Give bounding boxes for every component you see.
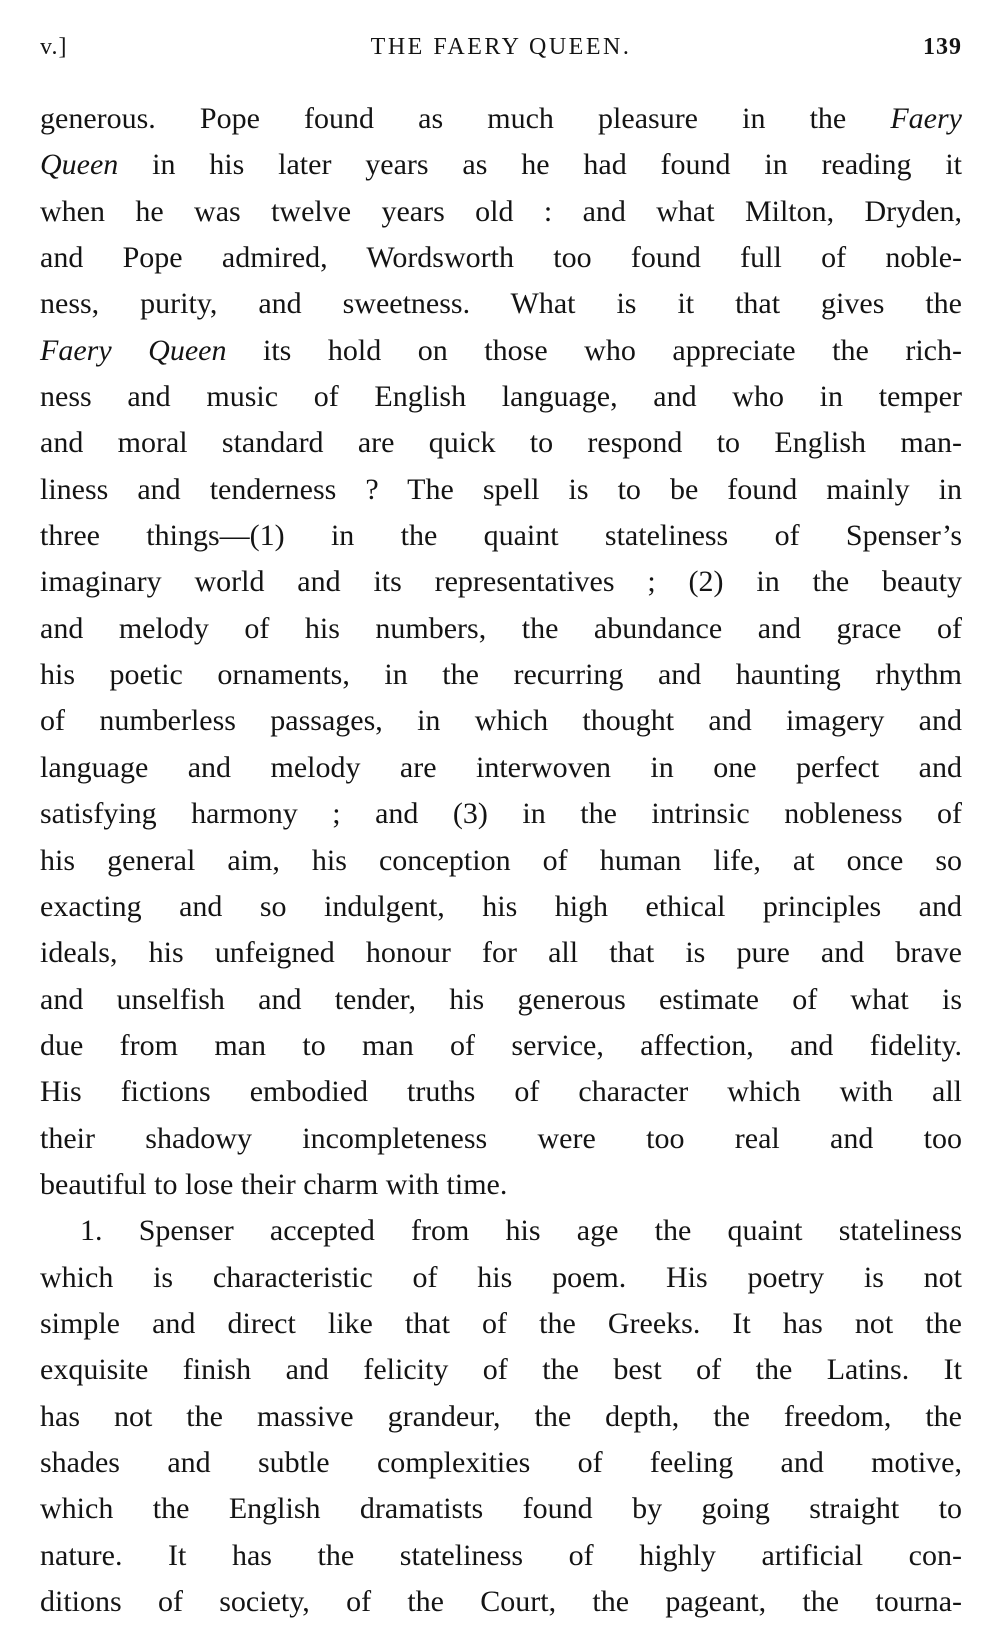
text-line: due from man to man of service, affection, and fidelity. bbox=[40, 1028, 962, 1062]
text-line: beautiful to lose their charm with time. bbox=[40, 1167, 508, 1201]
italic-title: Queen bbox=[40, 148, 119, 182]
text-line: exquisite finish and felicity of the best of the Latins. It bbox=[40, 1353, 962, 1387]
text-line: ness and music of English language, and who in temper bbox=[40, 380, 962, 414]
paragraph-start-line: 1. Spenser accepted from his age the quaint stateliness bbox=[80, 1214, 962, 1248]
text-line: His fictions embodied truths of character which with all bbox=[40, 1075, 962, 1109]
text-line: liness and tenderness ? The spell is to be found mainly in bbox=[40, 472, 962, 506]
text-line: and Pope admired, Wordsworth too found full of noble- bbox=[40, 241, 962, 275]
text-line: imaginary world and its representatives ; (2) in the beauty bbox=[40, 565, 962, 599]
text-line: which the English dramatists found by going straight to bbox=[40, 1492, 962, 1526]
text-line: when he was twelve years old : and what Milton, Dryden, bbox=[40, 194, 962, 228]
italic-title: Faery Queen bbox=[40, 333, 227, 367]
text-line: and moral standard are quick to respond to English man- bbox=[40, 426, 962, 460]
body-text bbox=[40, 96, 962, 1625]
text-line: generous. Pope found as much pleasure in the Faery bbox=[40, 102, 962, 135]
text-line: Faery Queen its hold on those who appreciate the rich- bbox=[40, 333, 962, 367]
text-line: ditions of society, of the Court, the pageant, the tourna- bbox=[40, 1585, 962, 1618]
text-line: and melody of his numbers, the abundance and grace of bbox=[40, 611, 962, 645]
text-line: shades and subtle complexities of feeling and motive, bbox=[40, 1445, 962, 1479]
text-line: satisfying harmony ; and (3) in the intrinsic nobleness of bbox=[40, 797, 962, 831]
text-line: simple and direct like that of the Greeks. It has not the bbox=[40, 1306, 962, 1340]
text-line: his poetic ornaments, in the recurring and haunting rhythm bbox=[40, 658, 962, 692]
text-line: nature. It has the stateliness of highly artificial con- bbox=[40, 1538, 962, 1572]
running-title: THE FAERY QUEEN. bbox=[370, 34, 632, 60]
running-head bbox=[40, 34, 962, 64]
text-line: three things—(1) in the quaint stateliness of Spenser’s bbox=[40, 519, 962, 553]
text-line: which is characteristic of his poem. His poetry is not bbox=[40, 1260, 962, 1294]
italic-title: Faery bbox=[890, 102, 962, 135]
text-line: ideals, his unfeigned honour for all that is pure and brave bbox=[40, 936, 962, 970]
text-line: their shadowy incompleteness were too real and too bbox=[40, 1121, 962, 1155]
text-line: exacting and so indulgent, his high ethical principles and bbox=[40, 889, 962, 923]
text-line: his general aim, his conception of human life, at once so bbox=[40, 843, 962, 877]
text-line: language and melody are interwoven in one perfect and bbox=[40, 750, 962, 784]
text-line: ness, purity, and sweetness. What is it that gives the bbox=[40, 287, 962, 321]
text-line: and unselfish and tender, his generous estimate of what is bbox=[40, 982, 962, 1016]
text-line: of numberless passages, in which thought and imagery and bbox=[40, 704, 962, 738]
text-line: has not the massive grandeur, the depth, the freedom, the bbox=[40, 1399, 962, 1433]
text-line: Queen in his later years as he had found in reading it bbox=[40, 148, 962, 182]
section-marker: v.] bbox=[40, 34, 68, 60]
page-number: 139 bbox=[923, 34, 962, 60]
